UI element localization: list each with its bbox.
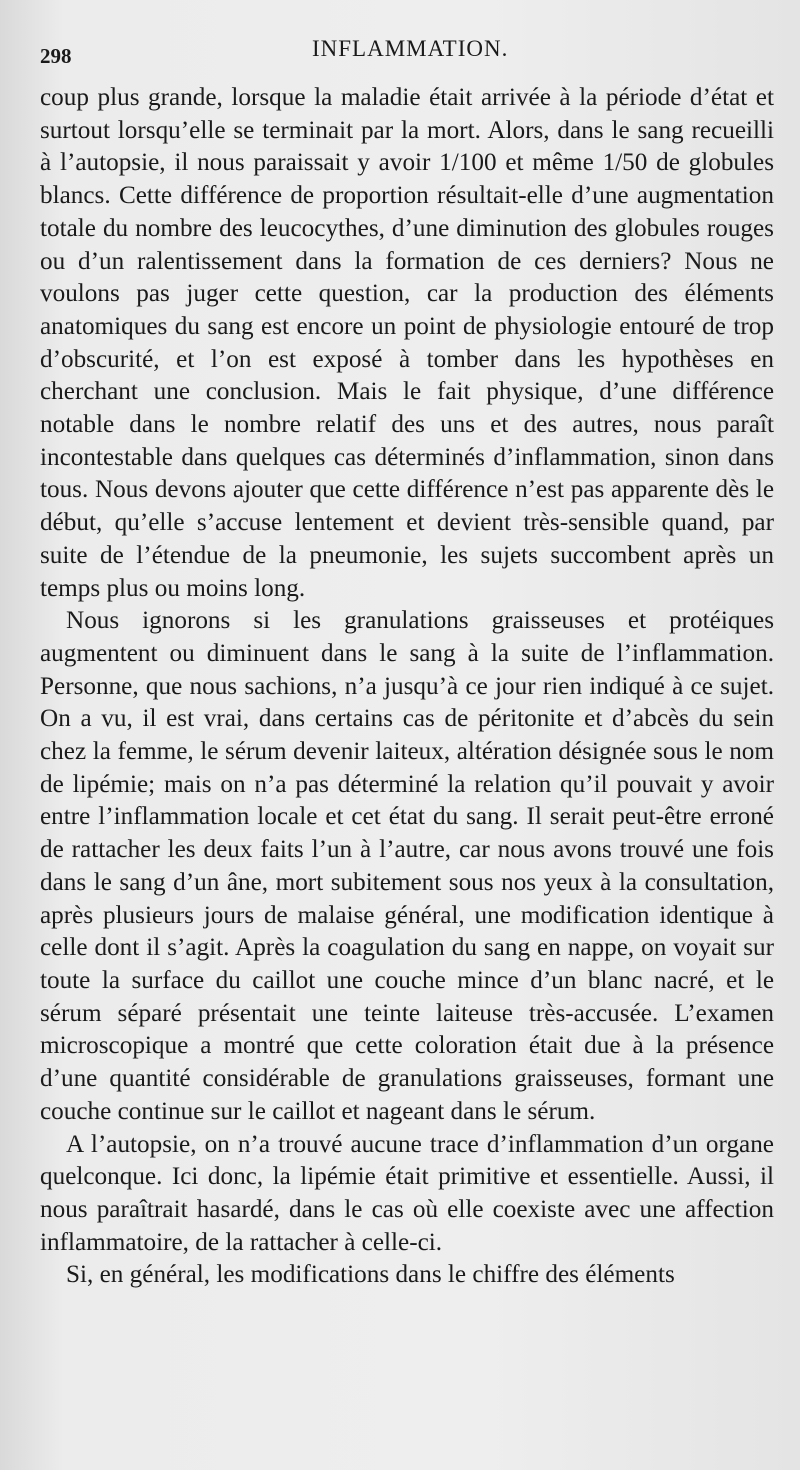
page-header <box>40 28 774 78</box>
body-text <box>40 82 774 1292</box>
page-number: 298 <box>40 44 72 68</box>
running-head: INFLAMMATION. <box>312 36 509 61</box>
paragraph-4: Si, en général, les modifications dans le chiffre des éléments <box>66 1261 675 1289</box>
paragraph-2: Nous ignorons si les granulations graisseuses et protéiques augmentent ou diminuent dans le sang à la suite de l’inflammation. Personne, que nous sachions, n’a jusqu’à ce jour rien indiqué à ce sujet. On a vu, il est vrai, dans certains cas de péritonite et d’abcès du sein chez la femme, le sérum devenir laiteux, altération désignée sous le nom de lipémie; mais on n’a pas déterminé la relation qu’il pouvait y avoir entre l’inflammation locale et cet état du sang. Il serait peut-être erroné de rattacher les deux faits l’un à l’autre, car nous avons trouvé une fois dans le sang d’un âne, mort subitement sous nos yeux à la consultation, après plusieurs jours de malaise général, une modification identique à celle dont il s’agit. Après la coagulation du sang en nappe, on voyait sur toute la surface du caillot une couche mince d’un blanc nacré, et le sérum séparé présentait une teinte laiteuse très-accusée. L’examen microscopique a montré que cette coloration était due à la présence d’une quantité considérable de granulations graisseuses, formant une couche continue sur le caillot et nageant dans le sérum. <box>40 607 774 1125</box>
paragraph-3: A l’autopsie, on n’a trouvé aucune trace d’inflammation d’un organe quelconque. Ici donc, la lipémie était primitive et essentielle. Aussi, il nous paraîtrait hasardé, dans le cas où elle coexiste avec une affection inflammatoire, de la rattacher à celle-ci. <box>40 1130 774 1256</box>
paragraph-1: coup plus grande, lorsque la maladie était arrivée à la période d’état et surtout lorsqu’elle se terminait par la mort. Alors, dans le sang recueilli à l’autopsie, il nous paraissait y avoir 1/100 et même 1/50 de globules blancs. Cette différence de proportion résultait-elle d’une augmentation totale du nombre des leucocythes, d’une diminution des globules rouges ou d’un ralentissement dans la formation de ces derniers? Nous ne voulons pas juger cette question, car la production des éléments anatomiques du sang est encore un point de physiologie entouré de trop d’obscurité, et l’on est exposé à tomber dans les hypothèses en cherchant une conclusion. Mais le fait physique, d’une différence notable dans le nombre relatif des uns et des autres, nous paraît incontestable dans quelques cas déterminés d’inflammation, sinon dans tous. Nous devons ajouter que cette différence n’est pas apparente dès le début, qu’elle s’accuse lentement et devient très-sensible quand, par suite de l’étendue de la pneumonie, les sujets succombent après un temps plus ou moins long. <box>40 84 774 602</box>
